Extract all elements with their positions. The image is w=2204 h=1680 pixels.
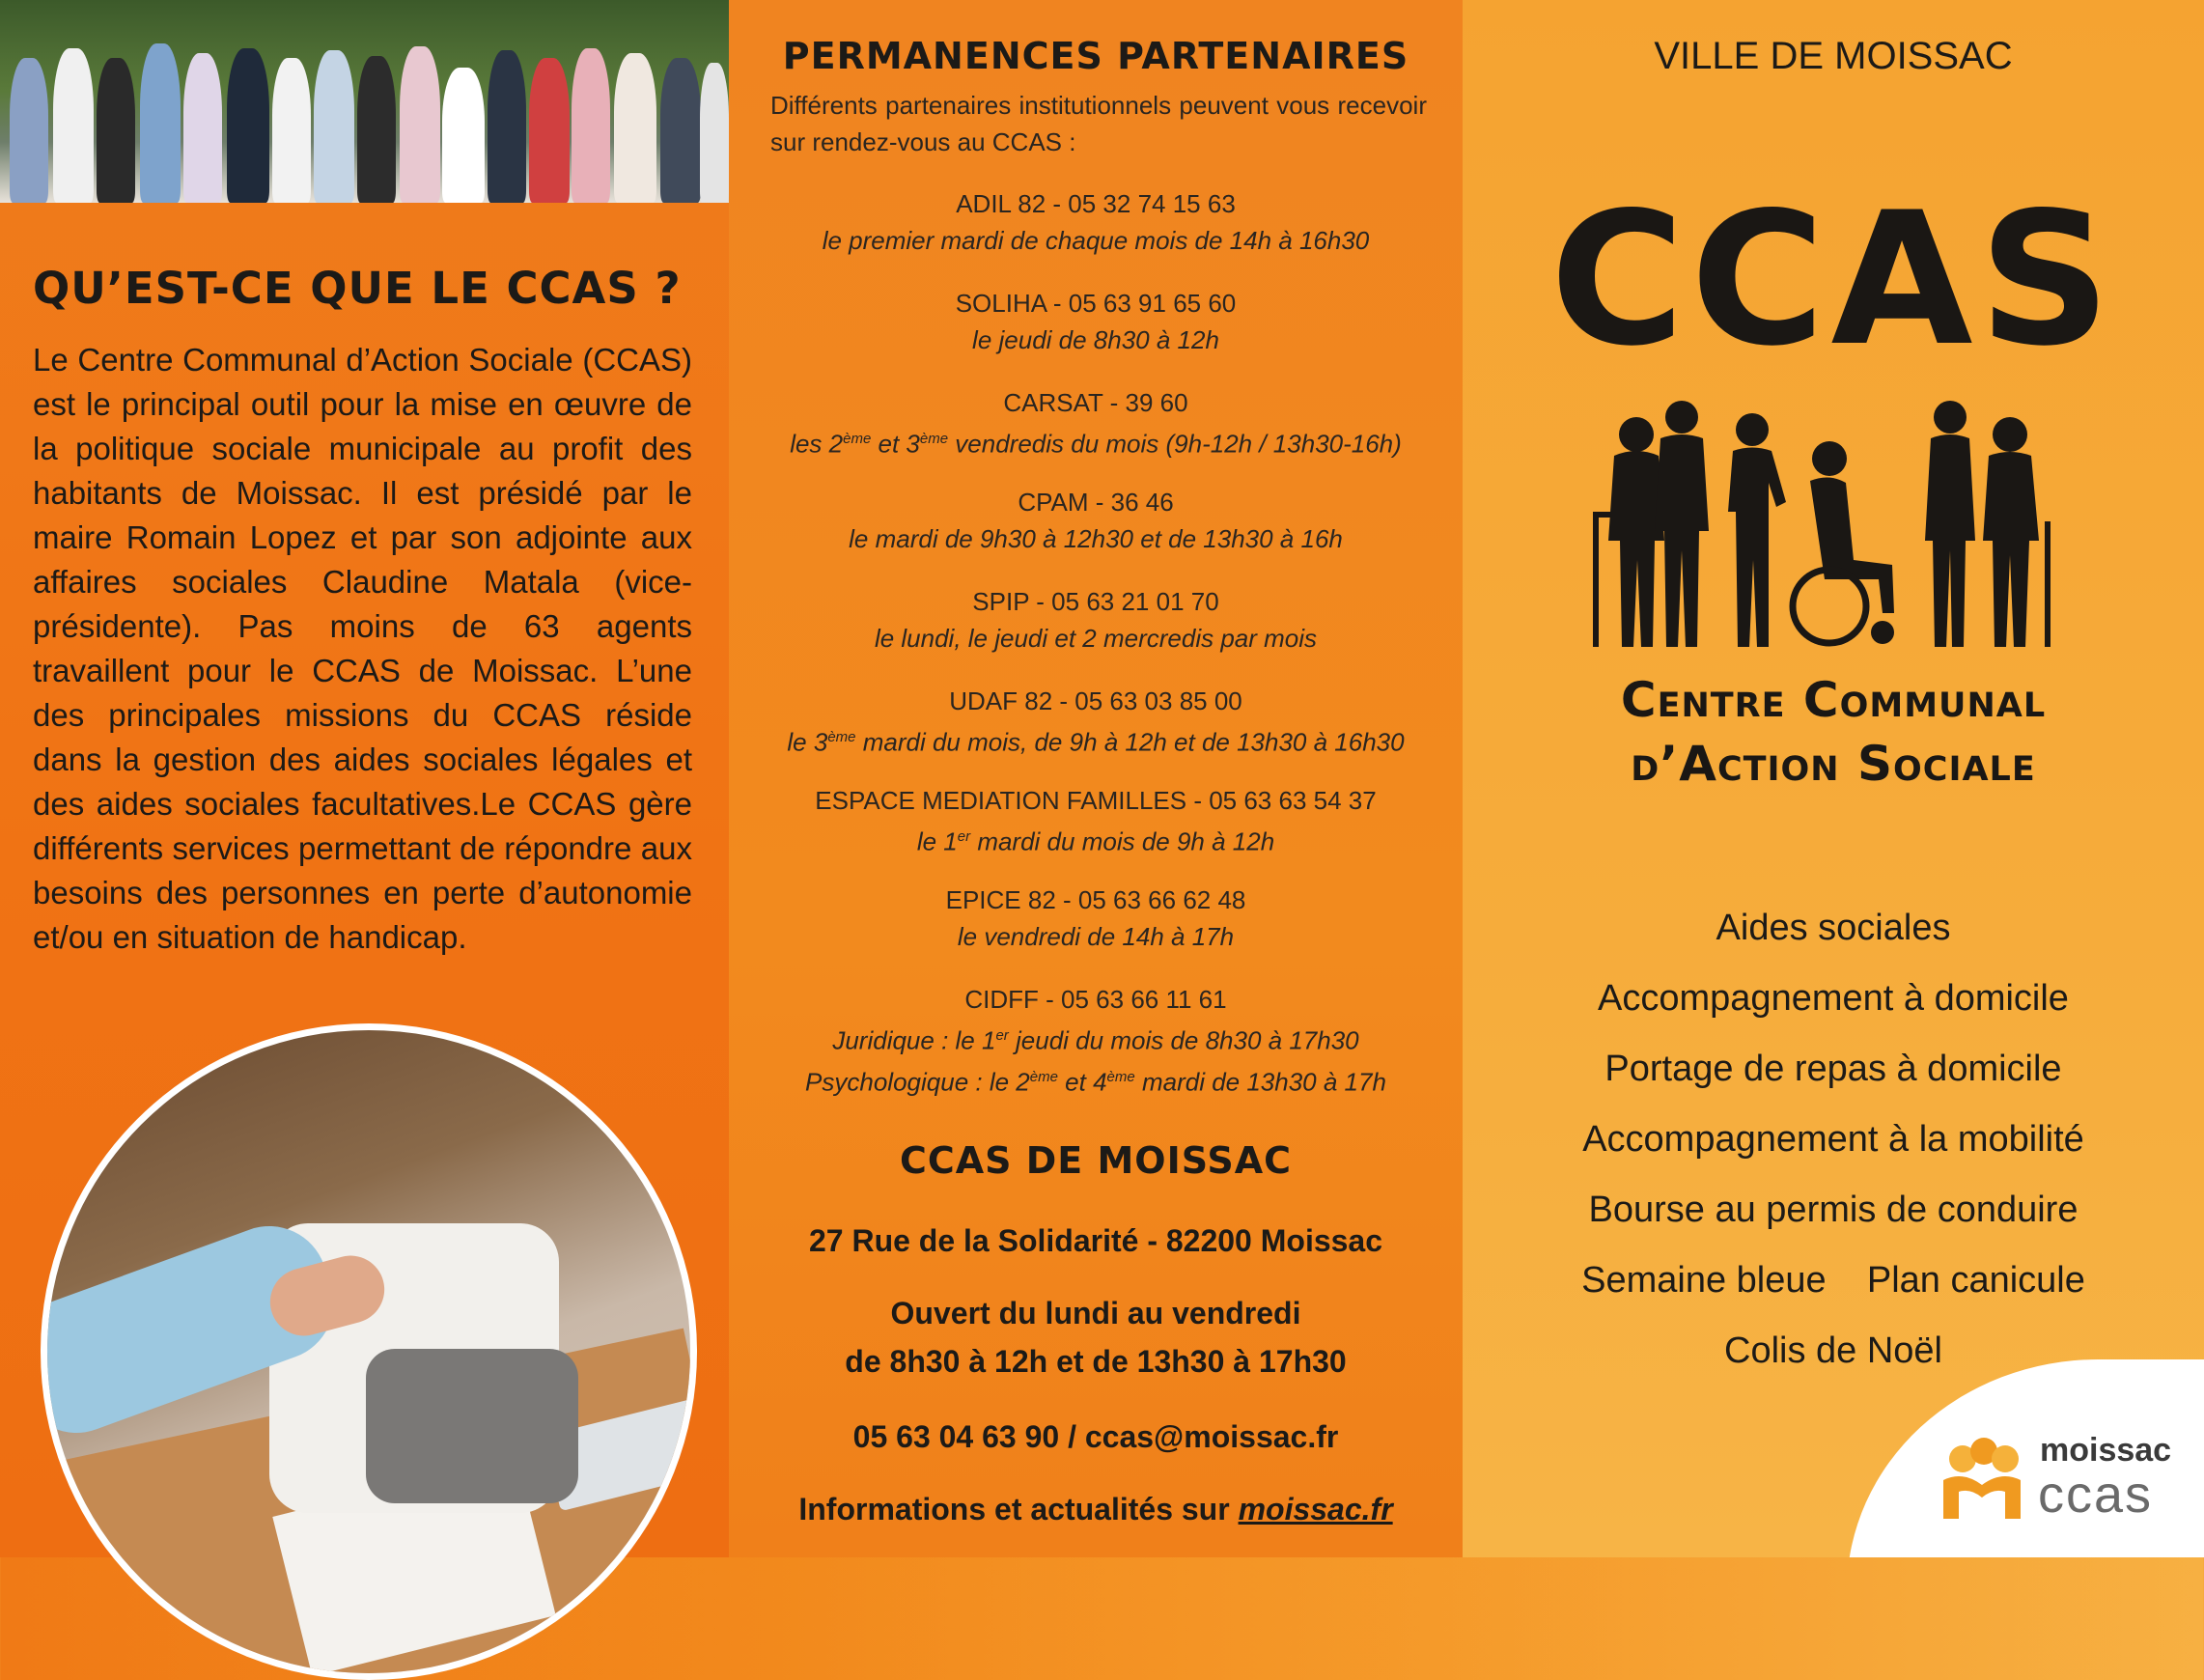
- partners-intro: Différents partenaires institutionnels peuvent vous recevoir sur rendez-vous au CCAS :: [770, 91, 1427, 156]
- partners-title: PERMANENCES PARTENAIRES: [782, 35, 1409, 77]
- partner-soliha: [729, 285, 1463, 358]
- full-name: [1463, 668, 2204, 796]
- service-item: Semaine bleue Plan canicule: [1581, 1260, 2085, 1301]
- right-panel: [1463, 0, 2204, 1557]
- service-item: Portage de repas à domicile: [1604, 1049, 2062, 1089]
- full-name-line-1: Centre Communal: [1620, 672, 2047, 728]
- service-item: Aides sociales: [1716, 908, 1951, 948]
- partner-schedule: le mardi de 9h30 à 12h30 et de 13h30 à 16h: [849, 524, 1343, 553]
- partner-schedule: le premier mardi de chaque mois de 14h à 16h30: [822, 226, 1370, 255]
- service-item: Accompagnement à domicile: [1598, 978, 2069, 1019]
- partner-schedule: les 2ème et 3ème vendredis du mois (9h-12h / 13h30-16h): [790, 429, 1402, 459]
- logo-text-top: moissac: [2040, 1432, 2172, 1469]
- partner-name: ESPACE MEDIATION FAMILLES - 05 63 63 54 37: [815, 786, 1377, 815]
- left-body-text: Le Centre Communal d’Action Sociale (CCAS) est le principal outil pour la mise en œuvre de la politique sociale municipale au profit des habitants de Moissac. Il est présidé par le maire Romain Lopez et par son adjointe aux affaires sociales Claudine Matala (vice-présidente). Pas moins de 63 agents travaillent pour le CCAS de Moissac. L’une des principales missions du CCAS réside dans la gestion des aides sociales légales et des aides sociales facultatives.Le CCAS gère différents services permettant de répondre aux besoins des personnes en perte d’autonomie et/ou en situation de handicap.: [33, 342, 692, 955]
- ccas-logo: [1934, 1424, 2194, 1530]
- partner-schedule: le jeudi de 8h30 à 12h: [972, 325, 1219, 354]
- website-link[interactable]: moissac.fr: [1238, 1492, 1393, 1526]
- contact-info: [729, 1485, 1463, 1533]
- partner-name: SOLIHA - 05 63 91 65 60: [955, 289, 1237, 318]
- service-item: Bourse au permis de conduire: [1588, 1190, 2078, 1230]
- partner-name: ADIL 82 - 05 32 74 15 63: [956, 189, 1236, 218]
- contact-hours-1: Ouvert du lundi au vendredi: [890, 1296, 1301, 1330]
- middle-panel: [729, 0, 1463, 1557]
- left-title: QU’EST-CE QUE LE CCAS ?: [33, 263, 682, 314]
- contact-info-prefix: Informations et actualités sur: [798, 1492, 1239, 1526]
- ccas-acronym: CCAS: [1549, 173, 2117, 386]
- partner-carsat: [729, 384, 1463, 462]
- group-photo: [0, 0, 729, 203]
- left-panel: [0, 0, 729, 1557]
- partner-schedule-psychologique: Psychologique : le 2ème et 4ème mardi de 13h30 à 17h: [805, 1067, 1386, 1097]
- partner-schedule: le lundi, le jeudi et 2 mercredis par mois: [874, 624, 1318, 653]
- partner-name: CPAM - 36 46: [1018, 488, 1174, 517]
- partner-epice: [729, 882, 1463, 955]
- partner-name: SPIP - 05 63 21 01 70: [972, 587, 1219, 616]
- partner-schedule: le 1er mardi du mois de 9h à 12h: [916, 826, 1275, 856]
- contact-address: 27 Rue de la Solidarité - 82200 Moissac: [808, 1223, 1383, 1258]
- service-item: Colis de Noël: [1724, 1330, 1942, 1371]
- partner-spip: [729, 583, 1463, 657]
- logo-text-bottom: ccas: [2038, 1466, 2154, 1524]
- contact-phone-email: 05 63 04 63 90 / ccas@moissac.fr: [852, 1419, 1339, 1454]
- partner-udaf: [729, 683, 1463, 761]
- full-name-line-2: d’Action Sociale: [1631, 736, 2036, 792]
- partner-name: UDAF 82 - 05 63 03 85 00: [949, 686, 1242, 715]
- partner-cidff: [729, 981, 1463, 1100]
- partner-cpam: [729, 484, 1463, 557]
- contact-title: CCAS DE MOISSAC: [899, 1139, 1293, 1182]
- partner-name: EPICE 82 - 05 63 66 62 48: [945, 885, 1246, 914]
- handshake-photo: [41, 1023, 697, 1680]
- city-name: VILLE DE MOISSAC: [1654, 35, 2013, 77]
- partner-espace-mediation: [729, 782, 1463, 860]
- contact-hours-2: de 8h30 à 12h et de 13h30 à 17h30: [845, 1344, 1347, 1379]
- partner-adil: [729, 185, 1463, 259]
- partner-schedule-juridique: Juridique : le 1er jeudi du mois de 8h30 à 17h30: [832, 1025, 1359, 1055]
- partner-name: CIDFF - 05 63 66 11 61: [964, 985, 1227, 1014]
- partner-schedule: le vendredi de 14h à 17h: [957, 922, 1235, 951]
- moissac-logo-icon: [1934, 1432, 2030, 1528]
- partner-schedule: le 3ème mardi du mois, de 9h à 12h et de 13h30 à 16h30: [787, 727, 1405, 757]
- service-item: Accompagnement à la mobilité: [1582, 1119, 2084, 1160]
- people-silhouettes-icon: [1593, 396, 2095, 657]
- partner-name: CARSAT - 39 60: [1003, 388, 1188, 417]
